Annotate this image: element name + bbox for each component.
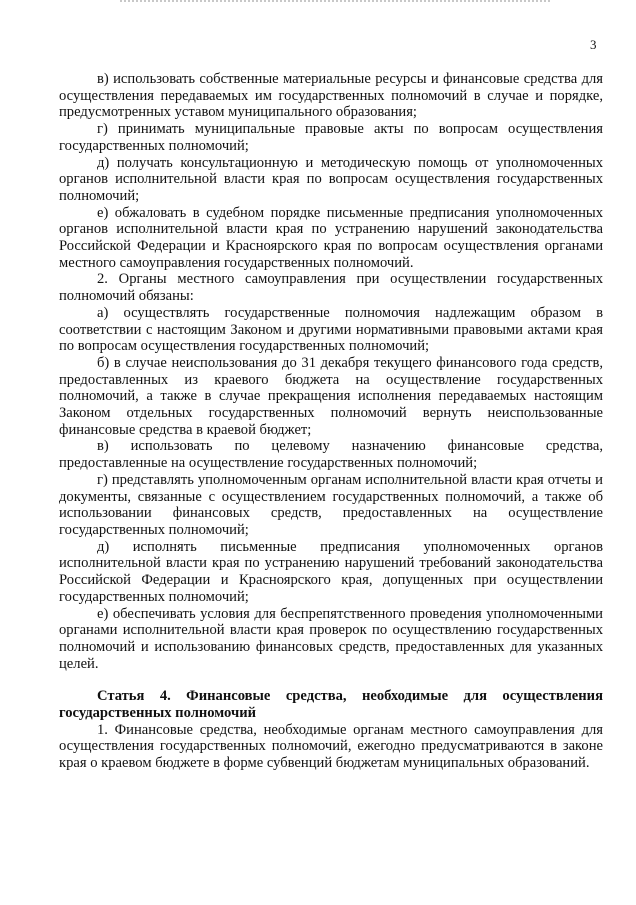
article-paragraph: 1. Финансовые средства, необходимые органам местного самоуправления для осуществления государственных полномочий, ежегодно предусматриваются в законе края о краевом бюджете в форме субвенций бюджетам муниципальных образований. xyxy=(59,721,603,772)
paragraph: е) обеспечивать условия для беспрепятственного проведения уполномоченными органами исполнительной власти края проверок по осуществлению государственных полномочий и использованию финансовых средств, предоставленных для указанных целей. xyxy=(59,605,603,672)
scan-top-artifact xyxy=(120,0,550,5)
paragraph: а) осуществлять государственные полномочия надлежащим образом в соответствии с настоящим Законом и другими нормативными правовыми актами края по вопросам осуществления государственных полномочий; xyxy=(59,304,603,355)
paragraph: д) исполнять письменные предписания уполномоченных органов исполнительной власти края по устранению нарушений требований законодательства Российской Федерации и Красноярского края, допущенных при осуществлении государственных полномочий; xyxy=(59,538,603,605)
page-number: 3 xyxy=(590,37,597,52)
paragraph: б) в случае неиспользования до 31 декабря текущего финансового года средств, предоставленных из краевого бюджета на осуществление государственных полномочий, а также в случае прекращения исполнения передаваемых настоящим Законом отдельных государственных полномочий вернуть неиспользованные финансовые средства в краевой бюджет; xyxy=(59,354,603,438)
paragraph: в) использовать по целевому назначению финансовые средства, предоставленные на осуществление государственных полномочий; xyxy=(59,438,603,472)
paragraph: г) принимать муниципальные правовые акты по вопросам осуществления государственных полномочий; xyxy=(59,121,603,154)
paragraph: в) использовать собственные материальные ресурсы и финансовые средства для осуществления передаваемых им государственных полномочий в случае и порядке, предусмотренных уставом муниципального образования; xyxy=(59,71,603,121)
article-heading: Статья 4. Финансовые средства, необходимые для осуществления государственных полномочий xyxy=(59,688,603,722)
paragraph: е) обжаловать в судебном порядке письменные предписания уполномоченных органов исполнительной власти края по устранению нарушений законодательства Российской Федерации и Красноярского края по вопросам осуществления органами местного самоуправления государственных полномочий. xyxy=(59,204,603,271)
paragraph: 2. Органы местного самоуправления при осуществлении государственных полномочий обязаны: xyxy=(59,271,603,305)
document-body xyxy=(59,71,603,772)
paragraph: д) получать консультационную и методическую помощь от уполномоченных органов исполнительной власти края по вопросам осуществления государственных полномочий; xyxy=(59,154,603,204)
paragraph: г) представлять уполномоченным органам исполнительной власти края отчеты и документы, связанные с осуществлением государственных полномочий, а также об использовании финансовых средств, предоставленных на осуществление государственных полномочий; xyxy=(59,471,603,538)
